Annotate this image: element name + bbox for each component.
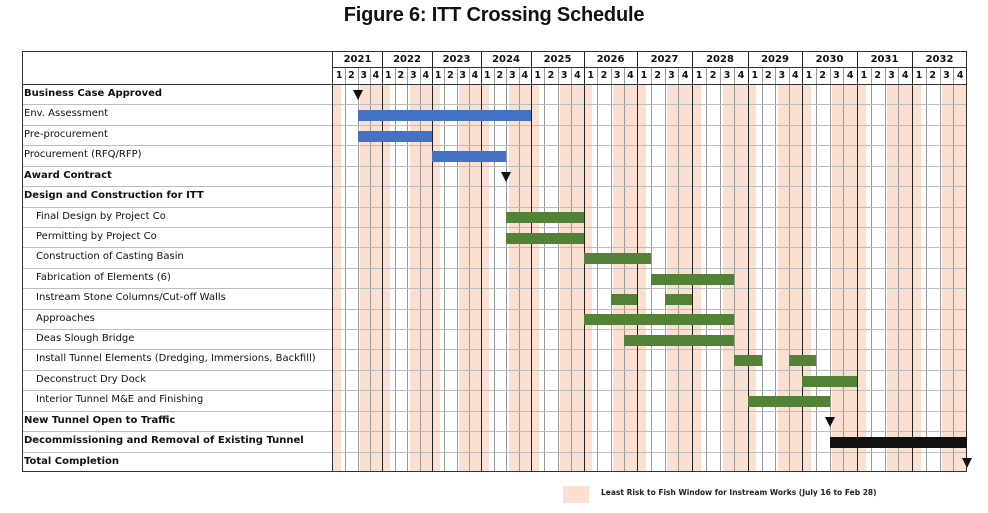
- year-gridline: [748, 52, 749, 472]
- year-label-2025: 2025: [543, 54, 572, 65]
- year-gridline: [802, 52, 803, 472]
- task-label: Env. Assessment: [24, 108, 109, 120]
- quarter-label: 4: [372, 70, 380, 81]
- task-label: Procurement (RFQ/RFP): [24, 149, 142, 161]
- year-label-2030: 2030: [815, 54, 844, 65]
- task-label: Install Tunnel Elements (Dredging, Immersions, Backfill): [36, 353, 316, 365]
- milestone-triangle-icon: [353, 90, 363, 100]
- quarter-label: 2: [447, 70, 454, 81]
- quarter-label: 3: [723, 70, 731, 81]
- year-label-2023: 2023: [442, 54, 471, 65]
- year-gridline: [857, 52, 858, 472]
- task-label: Decommissioning and Removal of Existing Tunnel: [24, 435, 304, 447]
- gantt-bar-segment: [734, 355, 762, 366]
- quarter-label: 3: [668, 70, 675, 81]
- quarter-label: 4: [901, 70, 909, 81]
- quarter-label: 1: [534, 70, 541, 81]
- gantt-bar-segment: [789, 355, 816, 366]
- task-label: Approaches: [36, 312, 95, 324]
- task-label: Design and Construction for ITT: [24, 190, 204, 202]
- year-label-2029: 2029: [761, 54, 789, 65]
- quarter-label: 2: [764, 70, 772, 81]
- quarter-label: 2: [929, 70, 936, 81]
- quarter-label: 4: [422, 70, 430, 81]
- quarter-label: 3: [833, 70, 840, 81]
- gantt-bar: [584, 314, 734, 325]
- quarter-label: 4: [956, 70, 964, 81]
- task-label: Fabrication of Elements (6): [36, 271, 171, 283]
- quarter-label: 3: [459, 70, 466, 81]
- quarter-label: 4: [627, 70, 634, 81]
- quarter-label: 3: [888, 70, 895, 81]
- task-label: Interior Tunnel M&E and Finishing: [36, 394, 204, 406]
- task-label: Total Completion: [24, 455, 119, 467]
- quarter-label: 1: [587, 70, 594, 81]
- task-label: Pre-procurement: [24, 128, 108, 140]
- year-label-2028: 2028: [706, 54, 734, 65]
- quarter-label: 2: [654, 70, 661, 81]
- year-gridline: [912, 52, 913, 472]
- task-label: Deconstruct Dry Dock: [36, 373, 146, 385]
- quarter-label: 2: [397, 70, 405, 81]
- quarter-label: 4: [737, 70, 745, 81]
- quarter-label: 3: [409, 70, 417, 81]
- quarter-label: 1: [384, 70, 392, 81]
- quarter-label: 2: [496, 70, 504, 81]
- gantt-bar: [651, 274, 734, 285]
- task-label: Deas Slough Bridge: [36, 333, 135, 345]
- quarter-label: 1: [483, 70, 491, 81]
- quarter-label: 1: [335, 70, 343, 81]
- gantt-bar: [584, 253, 651, 264]
- gantt-bar: [802, 376, 857, 387]
- gantt-bar: [432, 151, 506, 162]
- chart-title: Figure 6: ITT Crossing Schedule: [343, 4, 645, 26]
- task-label: New Tunnel Open to Traffic: [24, 414, 176, 426]
- header-separator: [22, 84, 967, 85]
- quarter-label: 4: [846, 70, 854, 81]
- task-label: Instream Stone Columns/Cut-off Walls: [36, 292, 226, 304]
- year-label-2031: 2031: [870, 54, 899, 65]
- quarter-label: 2: [547, 70, 555, 81]
- year-gridline: [692, 52, 693, 472]
- year-label-2027: 2027: [650, 54, 679, 65]
- quarter-label: 1: [695, 70, 703, 81]
- gantt-bar: [624, 335, 734, 346]
- milestone-triangle-icon: [825, 417, 835, 427]
- quarter-label: 4: [471, 70, 479, 81]
- quarter-label: 1: [640, 70, 648, 81]
- gantt-bar: [830, 437, 968, 448]
- quarter-label: 1: [434, 70, 442, 81]
- legend-label: Least Risk to Fish Window for Instream Works (July 16 to Feb 28): [601, 488, 877, 497]
- year-label-2021: 2021: [343, 54, 372, 65]
- quarter-label: 2: [600, 70, 608, 81]
- quarter-label: 3: [508, 70, 516, 81]
- quarter-label: 3: [778, 70, 786, 81]
- gantt-bar-segment: [665, 294, 693, 305]
- quarter-label: 4: [681, 70, 689, 81]
- quarter-label: 1: [805, 70, 813, 81]
- gantt-bar: [748, 396, 830, 407]
- quarter-label: 3: [560, 70, 568, 81]
- gantt-bar: [506, 212, 584, 223]
- gantt-bar: [506, 233, 584, 244]
- milestone-triangle-icon: [501, 172, 511, 182]
- quarter-label: 4: [791, 70, 799, 81]
- gantt-bar: [358, 131, 433, 142]
- quarter-label: 1: [915, 70, 923, 81]
- legend-swatch: [563, 486, 589, 503]
- year-label-2032: 2032: [925, 54, 954, 65]
- quarter-label: 3: [613, 70, 621, 81]
- task-label: Final Design by Project Co: [36, 210, 166, 222]
- quarter-label: 1: [860, 70, 868, 81]
- quarter-label: 2: [348, 70, 355, 81]
- gantt-bar: [358, 110, 532, 121]
- gantt-bar-segment: [611, 294, 638, 305]
- quarter-label: 2: [874, 70, 881, 81]
- quarter-label: 4: [574, 70, 581, 81]
- quarter-label: 2: [819, 70, 826, 81]
- year-label-2022: 2022: [393, 54, 421, 65]
- task-label: Business Case Approved: [24, 88, 163, 99]
- quarter-label: 1: [751, 70, 759, 81]
- quarter-label: 3: [360, 70, 367, 81]
- year-gridline: [531, 52, 532, 472]
- quarter-label: 3: [943, 70, 950, 81]
- quarter-label: 4: [521, 70, 529, 81]
- year-label-2024: 2024: [492, 54, 520, 65]
- task-label: Award Contract: [24, 169, 112, 181]
- year-label-2026: 2026: [596, 54, 625, 65]
- quarter-label: 2: [709, 70, 717, 81]
- task-label: Construction of Casting Basin: [36, 251, 184, 263]
- milestone-triangle-icon: [962, 458, 972, 468]
- task-label: Permitting by Project Co: [36, 230, 157, 242]
